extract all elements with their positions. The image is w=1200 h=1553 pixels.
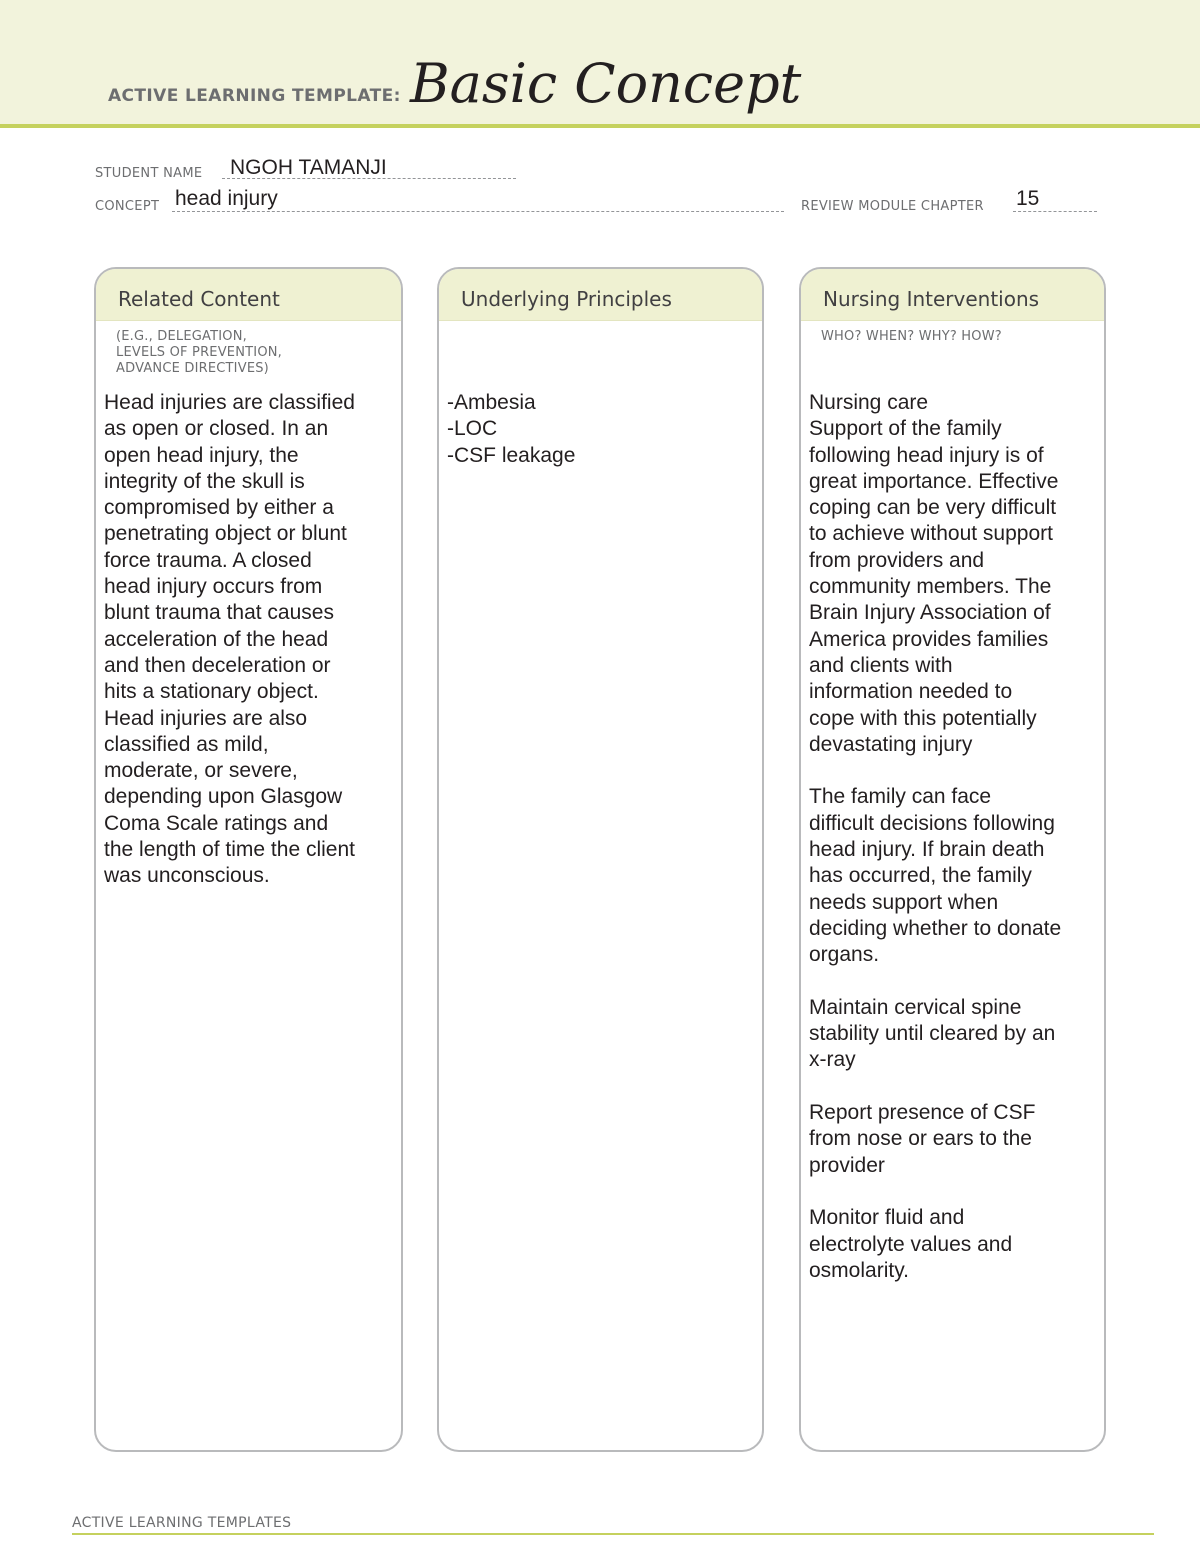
review-module-label: REVIEW MODULE CHAPTER <box>801 199 984 214</box>
footer-label: ACTIVE LEARNING TEMPLATES <box>72 1515 292 1531</box>
nursing-interventions-panel <box>799 267 1106 1452</box>
underlying-principles-title: Underlying Principles <box>439 269 762 321</box>
nursing-interventions-title: Nursing Interventions <box>801 269 1104 321</box>
related-content-subtitle: (E.G., DELEGATION, LEVELS OF PREVENTION, ADVANCE DIRECTIVES) <box>116 329 283 376</box>
underlying-principles-text[interactable]: -Ambesia -LOC -CSF leakage <box>447 391 576 467</box>
concept-label: CONCEPT <box>95 199 160 214</box>
footer-rule <box>72 1533 1154 1535</box>
concept-field[interactable]: head injury <box>175 187 278 210</box>
related-content-text[interactable]: Head injuries are classified as open or closed. In an open head injury, the integrity of the skull is compromised by either a penetrating object or blunt force trauma. A closed head injury occurs from blunt trauma that causes acceleration of the head and then deceleration or hits a stationary object. Head injuries are also classified as mild, moderate, or severe, depending upon Glasgow Coma Scale ratings and the length of time the client was unconscious. <box>104 391 355 888</box>
related-content-title: Related Content <box>96 269 401 321</box>
student-name-field[interactable]: NGOH TAMANJI <box>230 156 387 179</box>
nursing-interventions-subtitle: WHO? WHEN? WHY? HOW? <box>821 329 1002 344</box>
template-label: ACTIVE LEARNING TEMPLATE: <box>108 86 401 106</box>
concept-line <box>172 211 784 212</box>
review-module-field[interactable]: 15 <box>1016 187 1040 210</box>
review-module-line <box>1013 211 1097 212</box>
page-title: Basic Concept <box>410 52 802 115</box>
student-name-label: STUDENT NAME <box>95 166 203 181</box>
underlying-principles-panel <box>437 267 764 1452</box>
related-content-panel <box>94 267 403 1452</box>
nursing-interventions-text[interactable]: Nursing care Support of the family following head injury is of great importance. Effective coping can be very difficult to achieve without support from providers and community members. The Brain Injury Association of America provides families and clients with information needed to cope with this potentially devastating injury The family can face difficult decisions following head injury. If brain death has occurred, the family needs support when deciding whether to donate organs. Maintain cervical spine stability until cleared by an x-ray Report presence of CSF from nose or ears to the provider Monitor fluid and electrolyte values and osmolarity. <box>809 391 1062 1282</box>
header-rule <box>0 124 1200 128</box>
